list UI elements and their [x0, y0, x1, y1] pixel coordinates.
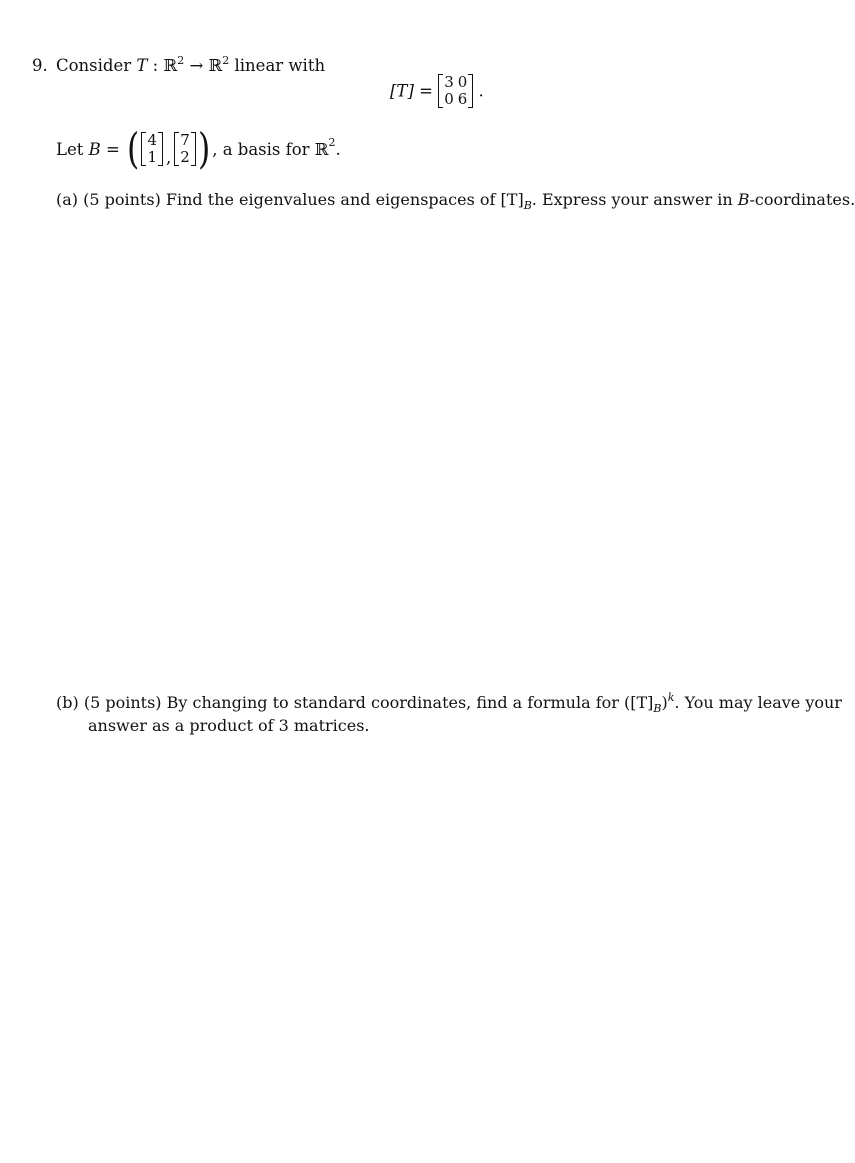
problem-intro — [56, 56, 325, 75]
matrix-equation — [390, 74, 484, 108]
basis-line — [56, 126, 341, 172]
part-b-subscript: B — [653, 702, 662, 715]
matrix-label: [T] = — [390, 81, 433, 101]
part-a-basis: B — [737, 190, 750, 209]
part-b-label: (b) — [56, 693, 79, 712]
matrix-cell: 3 — [444, 73, 454, 91]
matrix-t — [438, 74, 473, 108]
left-paren: ( — [127, 124, 140, 173]
intro-text: Consider — [56, 56, 132, 75]
part-a-points: (5 points) — [83, 190, 161, 209]
basis-tail: , a basis for ℝ — [212, 139, 329, 159]
let-text: Let — [56, 139, 84, 159]
domain-symbol: ℝ — [163, 56, 178, 75]
basis-vector-1 — [141, 132, 163, 166]
vector-entry: 1 — [147, 148, 158, 166]
vector-comma: , — [166, 147, 172, 167]
part-a-text-3: -coordinates. — [749, 190, 855, 209]
basis-exponent: 2 — [328, 135, 336, 149]
part-b — [56, 691, 842, 715]
vector-entry: 4 — [147, 131, 158, 149]
matrix-cell: 6 — [457, 90, 468, 108]
part-a-subscript: B — [523, 199, 532, 212]
matrix-cell: 0 — [457, 73, 468, 91]
part-b-text: By changing to standard coordinates, find a formula for ([T] — [166, 693, 654, 712]
basis-symbol: B — [88, 139, 101, 159]
vector-entry: 7 — [180, 131, 190, 149]
basis-tail-end: . — [335, 139, 341, 159]
vector-entry: 2 — [180, 148, 190, 166]
problem-number: 9. — [32, 56, 48, 75]
map-name: T — [136, 56, 148, 75]
arrow-symbol: → — [189, 56, 204, 75]
matrix-period: . — [478, 81, 484, 101]
map-colon: : — [152, 56, 159, 75]
part-b-text-2: ) — [661, 693, 668, 712]
codomain-symbol: ℝ — [208, 56, 223, 75]
matrix-cell: 0 — [444, 90, 454, 108]
codomain-exponent: 2 — [222, 54, 230, 67]
right-paren: ) — [197, 124, 211, 173]
part-a-label: (a) — [56, 190, 79, 209]
part-a — [56, 190, 855, 212]
basis-vector-2 — [174, 132, 196, 166]
part-b-points: (5 points) — [83, 693, 162, 712]
intro-tail: linear with — [234, 56, 326, 75]
part-b-text-3: . You may leave your — [674, 693, 842, 712]
part-a-text: Find the eigenvalues and eigenspaces of [T] — [165, 190, 524, 209]
part-b-superscript: k — [667, 691, 675, 704]
domain-exponent: 2 — [177, 54, 185, 67]
part-b-line-2: answer as a product of 3 matrices. — [88, 716, 370, 735]
part-a-text-2: . Express your answer in — [531, 190, 733, 209]
equals-sign: = — [106, 139, 120, 159]
